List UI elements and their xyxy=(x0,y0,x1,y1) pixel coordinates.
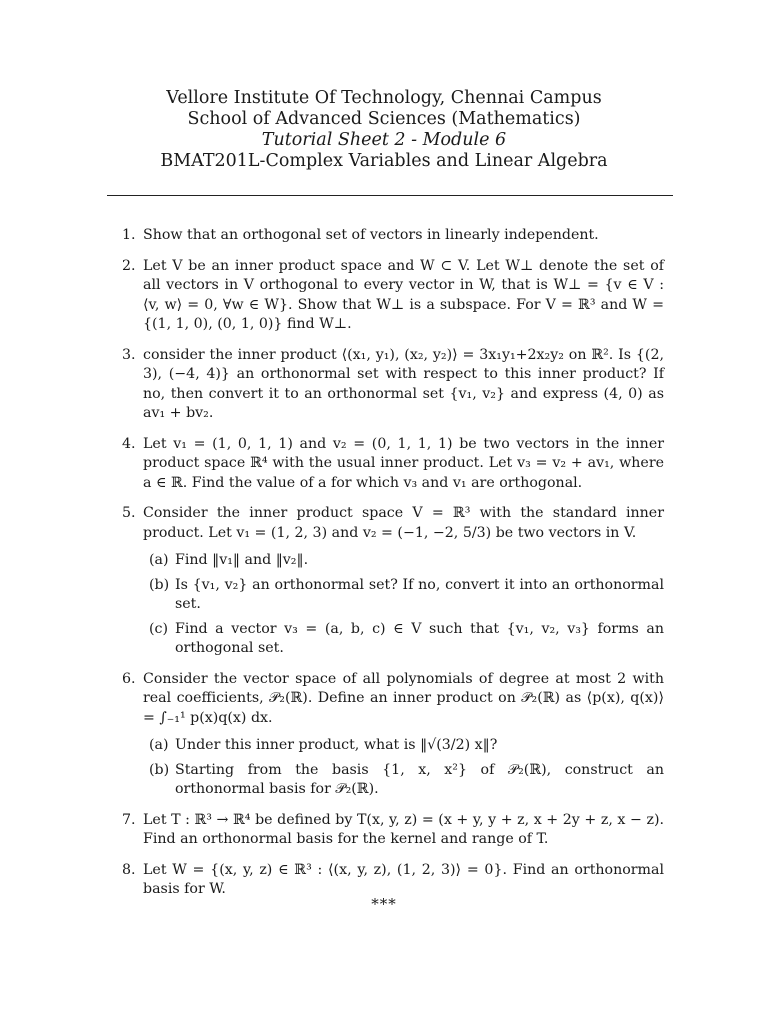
subquestion-list xyxy=(143,736,664,800)
subquestion-label: (c) xyxy=(149,620,169,637)
subquestion-list xyxy=(143,551,664,659)
question-number: 3. xyxy=(122,346,136,363)
sheet-title: Tutorial Sheet 2 - Module 6 xyxy=(261,130,507,150)
subquestion-label: (b) xyxy=(149,576,170,593)
question-number: 1. xyxy=(122,227,136,243)
question-1 xyxy=(108,226,664,246)
end-marker: *** xyxy=(371,895,397,913)
question-text: Let W = {(x, y, z) ∈ ℝ³ : ⟨(x, y, z), (1, 2, 3)⟩ = 0}. Find an orthonormal basis for W. xyxy=(143,861,664,897)
question-text: Show that an orthogonal set of vectors in linearly independent. xyxy=(143,227,599,243)
header-divider xyxy=(107,195,673,196)
question-number: 5. xyxy=(122,505,136,521)
question-5 xyxy=(108,504,664,659)
subquestion-text: Find a vector v₃ = (a, b, c) ∈ V such that {v₁, v₂, v₃} forms an orthogonal set. xyxy=(175,620,664,656)
subquestion-5a xyxy=(143,551,664,571)
subquestion-text: Find ‖v₁‖ and ‖v₂‖. xyxy=(175,552,309,568)
question-text: Consider the inner product space V = ℝ³ with the standard inner product. Let v₁ = (1, 2, 3) and v₂ = (−1, −2, 5/3) be two vectors in V. xyxy=(143,505,664,541)
question-2 xyxy=(108,257,664,335)
question-number: 6. xyxy=(122,670,136,687)
document-header xyxy=(0,88,768,172)
question-number: 8. xyxy=(122,861,136,878)
question-text: Let V be an inner product space and W ⊂ V. Let W⊥ denote the set of all vectors in V orthogonal to every vector in W, that is W⊥ = {v ∈ V : ⟨v, w⟩ = 0, ∀w ∈ W}. Show that W⊥ is a subspace. For V = ℝ³ and W = {(1, 1, 0), (0, 1, 0)} find W⊥. xyxy=(143,257,664,332)
question-list xyxy=(108,226,664,911)
subquestion-label: (a) xyxy=(149,552,169,568)
question-7 xyxy=(108,811,664,850)
question-8 xyxy=(108,861,664,900)
institute-name: Vellore Institute Of Technology, Chennai Campus xyxy=(166,88,602,108)
subquestion-5c xyxy=(143,620,664,659)
subquestion-label: (b) xyxy=(149,761,170,778)
question-number: 2. xyxy=(122,257,136,274)
subquestion-text: Starting from the basis {1, x, x²} of 𝒫₂(ℝ), construct an orthonormal basis for 𝒫₂(ℝ). xyxy=(175,761,664,797)
question-text: Consider the vector space of all polynomials of degree at most 2 with real coefficients, 𝒫₂(ℝ). Define an inner product on 𝒫₂(ℝ) as ⟨p(x), q(x)⟩ = ∫₋₁¹ p(x)q(x) dx. xyxy=(143,670,664,726)
subquestion-5b xyxy=(143,576,664,615)
question-number: 4. xyxy=(122,435,136,452)
question-text: Let v₁ = (1, 0, 1, 1) and v₂ = (0, 1, 1, 1) be two vectors in the inner product space ℝ⁴ with the usual inner product. Let v₃ = v₂ + av₁, where a ∈ ℝ. Find the value of a for which v₃ and v₁ are orthogonal. xyxy=(143,435,664,491)
school-name: School of Advanced Sciences (Mathematics) xyxy=(187,109,581,129)
subquestion-text: Under this inner product, what is ‖√(3/2) x‖? xyxy=(175,737,498,753)
question-text: consider the inner product ⟨(x₁, y₁), (x₂, y₂)⟩ = 3x₁y₁+2x₂y₂ on ℝ². Is {(2, 3), (−4, 4)} an orthonormal set with respect to this inner product? If no, then convert it to an orthonormal set {v₁, v₂} and express (4, 0) as av₁ + bv₂. xyxy=(143,346,664,421)
question-4 xyxy=(108,435,664,494)
subquestion-label: (a) xyxy=(149,737,169,753)
question-number: 7. xyxy=(122,811,136,828)
course-title: BMAT201L-Complex Variables and Linear Algebra xyxy=(160,151,608,171)
question-6 xyxy=(108,670,664,800)
subquestion-text: Is {v₁, v₂} an orthonormal set? If no, convert it into an orthonormal set. xyxy=(175,576,664,612)
question-text: Let T : ℝ³ → ℝ⁴ be defined by T(x, y, z) = (x + y, y + z, x + 2y + z, x − z). Find an orthonormal basis for the kernel and range of T. xyxy=(143,811,664,847)
subquestion-6a xyxy=(143,736,664,756)
question-3 xyxy=(108,346,664,424)
subquestion-6b xyxy=(143,761,664,800)
